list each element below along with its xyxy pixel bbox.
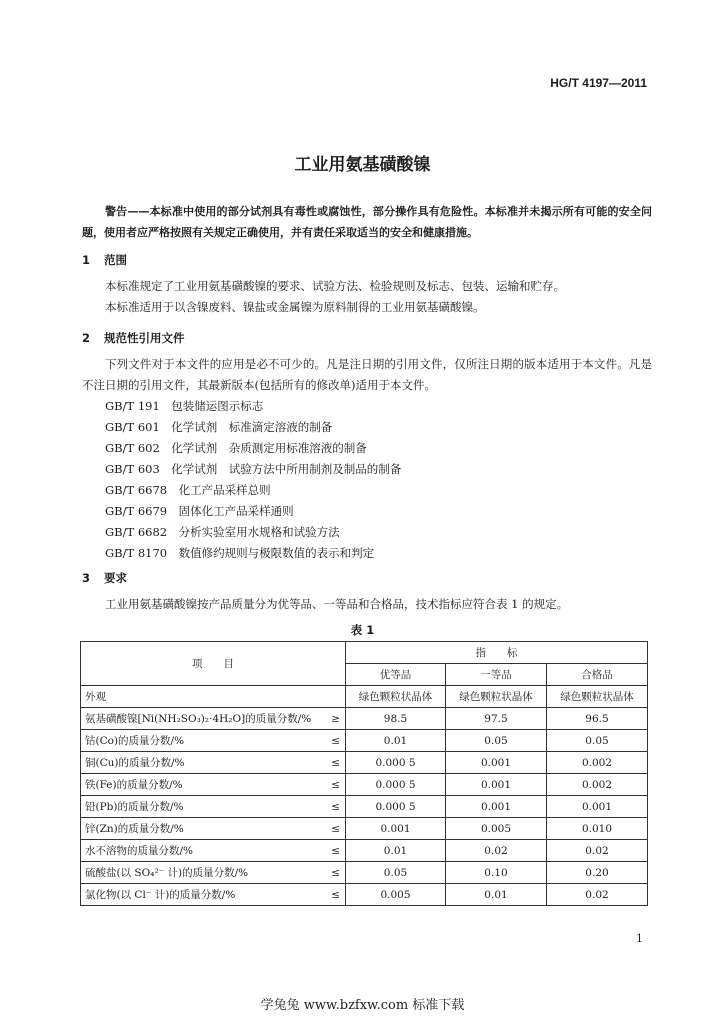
item-label: 氯化物(以 Cl⁻ 计)的质量分数/% bbox=[85, 889, 236, 901]
item-cell bbox=[81, 818, 346, 840]
requirements-paragraph: 工业用氨基磺酸镍按产品质量分为优等品、一等品和合格品，技术指标应符合表 1 的规定。 bbox=[105, 597, 569, 611]
item-label: 钴(Co)的质量分数/% bbox=[85, 735, 185, 747]
scope-paragraph-1: 本标准规定了工业用氨基磺酸镍的要求、试验方法、检验规则及标志、包装、运输和贮存。 bbox=[105, 279, 565, 293]
value-cell: 0.002 bbox=[547, 774, 648, 796]
reference-item: GB/T 8170 数值修约规则与极限数值的表示和判定 bbox=[105, 546, 375, 560]
table-caption: 表 1 bbox=[350, 623, 375, 637]
value-cell: 0.001 bbox=[446, 796, 547, 818]
table-row bbox=[81, 730, 648, 752]
item-cell bbox=[81, 862, 346, 884]
reference-item: GB/T 6679 固体化工产品采样通则 bbox=[105, 504, 294, 518]
grade-header: 优等品 bbox=[346, 664, 446, 686]
section-title: 要求 bbox=[104, 571, 127, 585]
section-number: 3 bbox=[82, 571, 91, 585]
value-cell: 0.000 5 bbox=[346, 796, 446, 818]
value-cell: 0.001 bbox=[346, 818, 446, 840]
value-cell: 0.01 bbox=[446, 884, 547, 906]
comparison-sign: ≤ bbox=[331, 822, 340, 835]
reference-item: GB/T 6682 分析实验室用水规格和试验方法 bbox=[105, 525, 340, 539]
value-cell: 98.5 bbox=[346, 708, 446, 730]
value-cell: 0.000 5 bbox=[346, 752, 446, 774]
value-cell: 绿色颗粒状晶体 bbox=[446, 686, 547, 708]
item-label: 硫酸盐(以 SO₄²⁻ 计)的质量分数/% bbox=[85, 867, 249, 879]
table-row bbox=[81, 774, 648, 796]
value-cell: 0.000 5 bbox=[346, 774, 446, 796]
section-title: 规范性引用文件 bbox=[104, 331, 185, 345]
value-cell: 97.5 bbox=[446, 708, 547, 730]
item-cell bbox=[81, 708, 346, 730]
item-cell bbox=[81, 884, 346, 906]
reference-item: GB/T 601 化学试剂 标准滴定溶液的制备 bbox=[105, 420, 333, 434]
table-row bbox=[81, 752, 648, 774]
section-number: 1 bbox=[82, 253, 91, 267]
comparison-sign: ≤ bbox=[331, 888, 340, 901]
document-title: 工业用氨基磺酸镍 bbox=[294, 155, 431, 175]
item-label: 锌(Zn)的质量分数/% bbox=[85, 823, 184, 835]
section-title: 范围 bbox=[104, 253, 127, 267]
reference-item: GB/T 6678 化工产品采样总则 bbox=[105, 483, 271, 497]
item-cell bbox=[81, 686, 346, 708]
scope-paragraph-2: 本标准适用于以含镍废料、镍盐或金属镍为原料制得的工业用氨基磺酸镍。 bbox=[105, 300, 485, 314]
table-row bbox=[81, 708, 648, 730]
table-row bbox=[81, 862, 648, 884]
item-cell bbox=[81, 774, 346, 796]
section-heading-requirements bbox=[82, 570, 127, 586]
value-cell: 绿色颗粒状晶体 bbox=[346, 686, 446, 708]
grade-header: 合格品 bbox=[547, 664, 648, 686]
section-number: 2 bbox=[82, 331, 91, 345]
item-label: 铁(Fe)的质量分数/% bbox=[85, 779, 183, 791]
value-cell: 0.01 bbox=[346, 840, 446, 862]
grade-header: 一等品 bbox=[446, 664, 547, 686]
value-cell: 0.001 bbox=[547, 796, 648, 818]
item-cell bbox=[81, 840, 346, 862]
item-label: 外观 bbox=[85, 691, 106, 703]
value-cell: 0.010 bbox=[547, 818, 648, 840]
section-heading-scope bbox=[82, 252, 127, 268]
value-cell: 0.005 bbox=[446, 818, 547, 840]
value-cell: 0.10 bbox=[446, 862, 547, 884]
item-label: 水不溶物的质量分数/% bbox=[85, 845, 194, 857]
table-row bbox=[81, 884, 648, 906]
comparison-sign: ≤ bbox=[331, 800, 340, 813]
value-cell: 0.02 bbox=[547, 884, 648, 906]
standard-code: HG/T 4197—2011 bbox=[550, 76, 647, 90]
footer-watermark: 学兔兔 www.bzfxw.com 标准下载 bbox=[260, 998, 465, 1013]
header-index: 指 标 bbox=[346, 642, 648, 664]
value-cell: 0.05 bbox=[547, 730, 648, 752]
warning-paragraph: 警告——本标准中使用的部分试剂具有毒性或腐蚀性，部分操作具有危险性。本标准并未揭示所有可能的安全问题，使用者应严格按照有关规定正确使用，并有责任采取适当的安全和健康措施。 bbox=[82, 205, 652, 239]
value-cell: 0.002 bbox=[547, 752, 648, 774]
comparison-sign: ≤ bbox=[331, 756, 340, 769]
item-label: 铜(Cu)的质量分数/% bbox=[85, 757, 185, 769]
value-cell: 0.05 bbox=[446, 730, 547, 752]
value-cell: 0.05 bbox=[346, 862, 446, 884]
value-cell: 0.001 bbox=[446, 752, 547, 774]
value-cell: 绿色颗粒状晶体 bbox=[547, 686, 648, 708]
section-heading-normative-references bbox=[82, 330, 185, 346]
references-intro: 下列文件对于本文件的应用是必不可少的。凡是注日期的引用文件，仅所注日期的版本适用于本文件。凡是不注日期的引用文件，其最新版本(包括所有的修改单)适用于本文件。 bbox=[82, 357, 652, 392]
value-cell: 0.001 bbox=[446, 774, 547, 796]
comparison-sign: ≤ bbox=[331, 866, 340, 879]
item-label: 铅(Pb)的质量分数/% bbox=[85, 801, 184, 813]
value-cell: 0.005 bbox=[346, 884, 446, 906]
item-label: 氨基磺酸镍[Ni(NH₂SO₃)₂·4H₂O]的质量分数/% bbox=[85, 713, 312, 725]
item-cell bbox=[81, 730, 346, 752]
value-cell: 0.02 bbox=[547, 840, 648, 862]
specification-table bbox=[80, 641, 648, 906]
page-number: 1 bbox=[636, 932, 643, 945]
table-row bbox=[81, 686, 648, 708]
comparison-sign: ≥ bbox=[331, 712, 340, 725]
value-cell: 96.5 bbox=[547, 708, 648, 730]
header-item: 项 目 bbox=[81, 642, 346, 686]
table-row bbox=[81, 840, 648, 862]
comparison-sign: ≤ bbox=[331, 778, 340, 791]
comparison-sign: ≤ bbox=[331, 844, 340, 857]
item-cell bbox=[81, 796, 346, 818]
value-cell: 0.20 bbox=[547, 862, 648, 884]
table-header-row bbox=[81, 642, 648, 664]
table-row bbox=[81, 818, 648, 840]
value-cell: 0.02 bbox=[446, 840, 547, 862]
comparison-sign: ≤ bbox=[331, 734, 340, 747]
reference-item: GB/T 603 化学试剂 试验方法中所用制剂及制品的制备 bbox=[105, 462, 402, 476]
value-cell: 0.01 bbox=[346, 730, 446, 752]
item-cell bbox=[81, 752, 346, 774]
table-row bbox=[81, 796, 648, 818]
reference-item: GB/T 602 化学试剂 杂质测定用标准溶液的制备 bbox=[105, 441, 367, 455]
reference-item: GB/T 191 包装储运图示标志 bbox=[105, 399, 264, 413]
